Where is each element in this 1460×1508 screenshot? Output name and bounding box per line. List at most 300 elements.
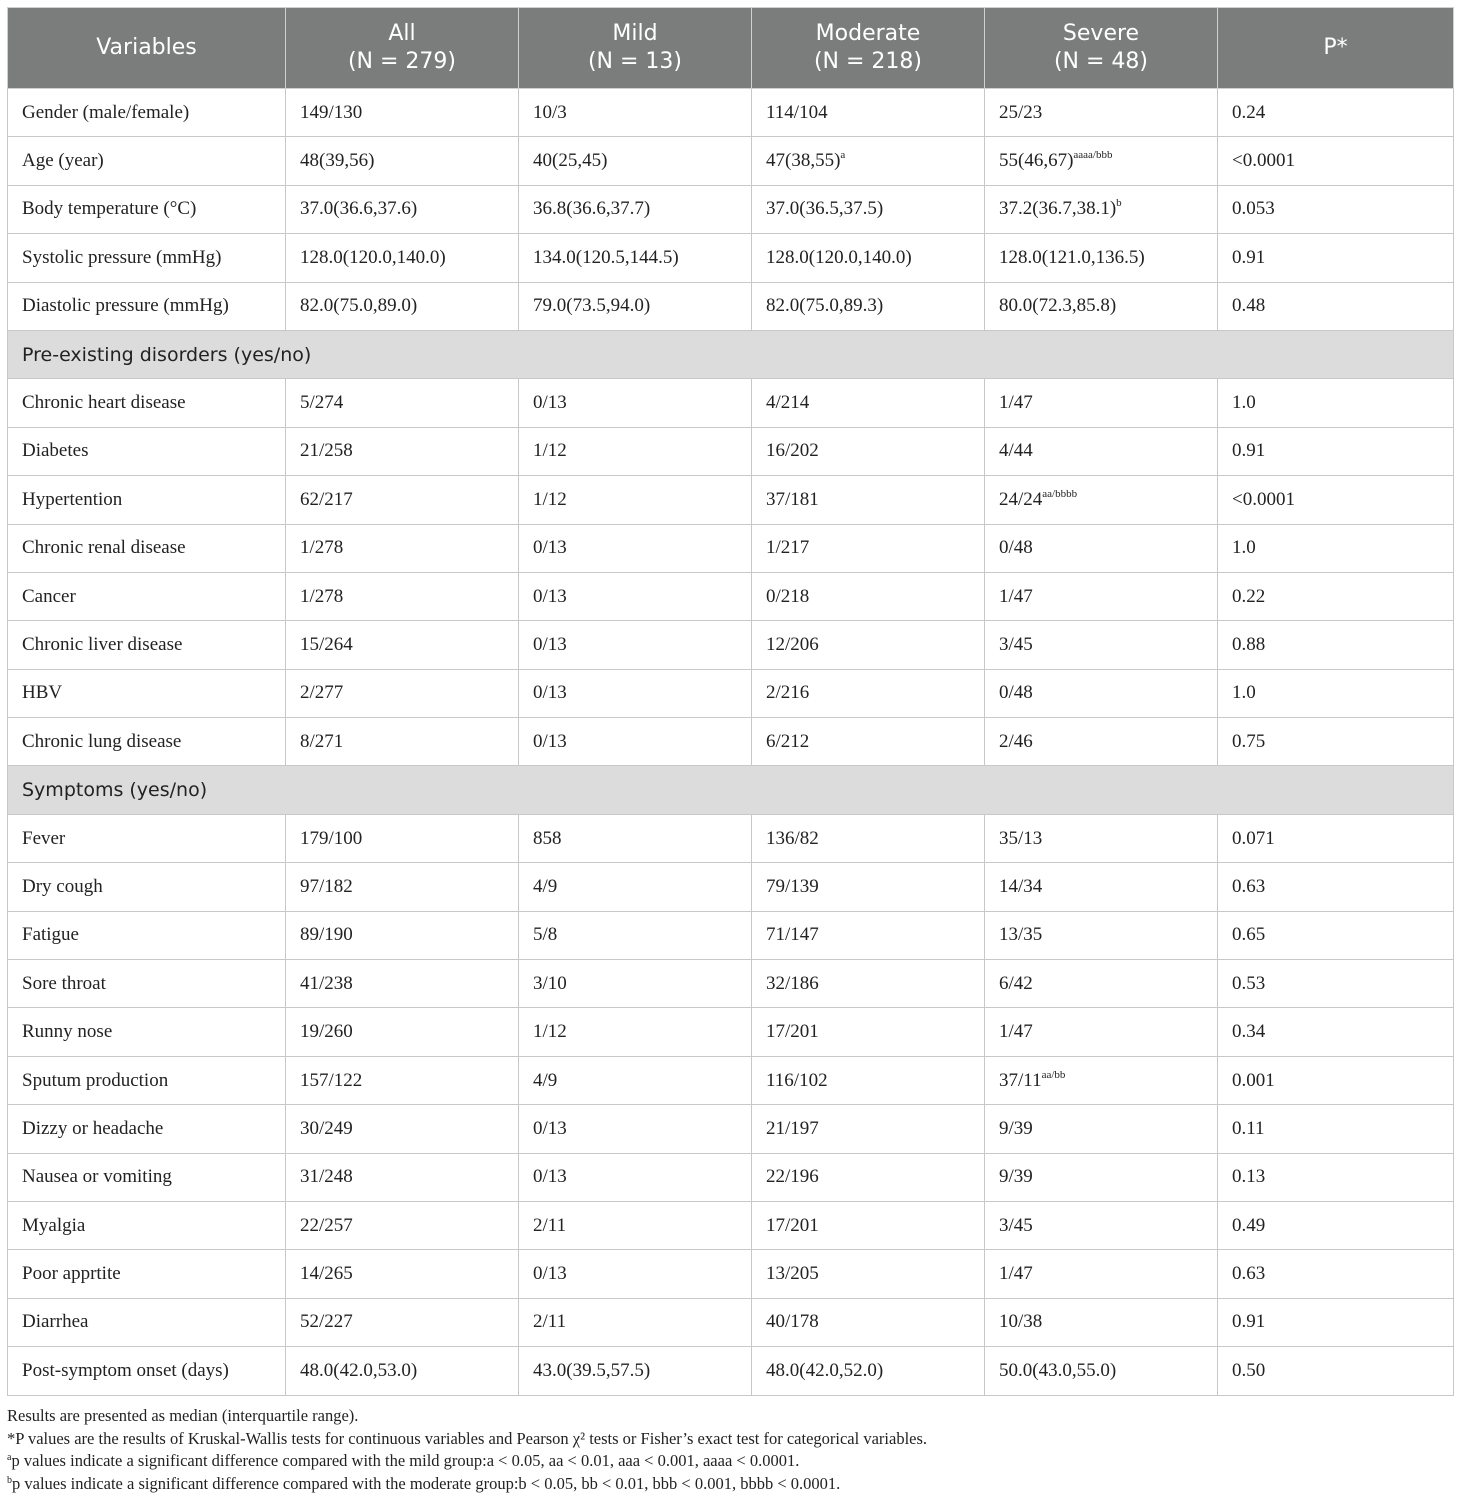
- cell-all: [286, 621, 519, 669]
- table-row: [8, 960, 1454, 1008]
- cell-value: 0.13: [1232, 1166, 1266, 1188]
- cell-variables: [8, 814, 286, 862]
- cell-severe: [985, 89, 1218, 137]
- cell-value: 36.8(36.6,37.7): [533, 198, 651, 220]
- footnote: [7, 1428, 927, 1451]
- cell-value: 31/248: [300, 1166, 353, 1188]
- cell-value: 48(39,56): [300, 150, 375, 172]
- cell-p-value: [1218, 863, 1454, 911]
- cell-value: 0.48: [1232, 295, 1266, 317]
- footnote-text: Results are presented as median (interquartile range).: [7, 1406, 359, 1425]
- cell-severe: [985, 282, 1218, 330]
- cell-value: HBV: [22, 682, 63, 704]
- cell-moderate: [752, 621, 985, 669]
- cell-p-value: [1218, 1347, 1454, 1395]
- cell-p-value: [1218, 1250, 1454, 1298]
- cell-all: [286, 960, 519, 1008]
- cell-all: [286, 185, 519, 233]
- cell-value: 3/45: [999, 633, 1033, 655]
- cell-p-value: [1218, 524, 1454, 572]
- cell-value: Diastolic pressure (mmHg): [22, 295, 229, 317]
- cell-value: 0.91: [1232, 246, 1266, 268]
- table-row: [8, 1105, 1454, 1153]
- clinical-characteristics-table: [7, 7, 1454, 1396]
- table-row: [8, 234, 1454, 282]
- cell-value: 24/24: [999, 488, 1043, 510]
- cell-variables: [8, 621, 286, 669]
- cell-value: 13/205: [766, 1263, 819, 1285]
- cell-value: 1.0: [1232, 392, 1256, 414]
- cell-mild: [519, 89, 752, 137]
- table-row: [8, 524, 1454, 572]
- cell-variables: [8, 185, 286, 233]
- cell-value: 25/23: [999, 101, 1043, 123]
- cell-severe: [985, 1008, 1218, 1056]
- cell-mild: [519, 1250, 752, 1298]
- cell-value: 0/13: [533, 1117, 567, 1139]
- cell-moderate: [752, 572, 985, 620]
- cell-value: 0.91: [1232, 1311, 1266, 1333]
- footnote-text: p values indicate a significant difference compared with the moderate group:b < 0.05, bb < 0.01, bbb < 0.001, bbbb < 0.0001.: [12, 1473, 841, 1493]
- cell-variables: [8, 1347, 286, 1395]
- cell-value: 1/12: [533, 1021, 567, 1043]
- table-row: [8, 1153, 1454, 1201]
- cell-value: 17/201: [766, 1214, 819, 1236]
- cell-all: [286, 1153, 519, 1201]
- cell-value: 5/8: [533, 924, 558, 946]
- cell-mild: [519, 234, 752, 282]
- cell-all: [286, 89, 519, 137]
- column-header-count: (N = 13): [587, 49, 683, 74]
- cell-severe: [985, 1105, 1218, 1153]
- cell-severe: [985, 960, 1218, 1008]
- cell-value: 2/11: [533, 1311, 567, 1333]
- cell-severe: [985, 669, 1218, 717]
- cell-value: 48.0(42.0,53.0): [300, 1359, 418, 1381]
- cell-value: 10/38: [999, 1311, 1043, 1333]
- cell-moderate: [752, 476, 985, 524]
- header-row: [8, 8, 1454, 89]
- cell-severe: [985, 1347, 1218, 1395]
- column-header-p-value: [1218, 8, 1454, 89]
- cell-value: 1/278: [300, 537, 344, 559]
- cell-value: Chronic renal disease: [22, 537, 186, 559]
- cell-variables: [8, 476, 286, 524]
- table-row: [8, 1056, 1454, 1104]
- cell-moderate: [752, 863, 985, 911]
- cell-moderate: [752, 669, 985, 717]
- cell-value: 0.34: [1232, 1021, 1266, 1043]
- cell-value: 1/47: [999, 1263, 1033, 1285]
- cell-value: 1.0: [1232, 537, 1256, 559]
- cell-value: 2/46: [999, 730, 1033, 752]
- cell-value: 0/13: [533, 392, 567, 414]
- cell-p-value: [1218, 234, 1454, 282]
- cell-value: Diabetes: [22, 440, 89, 462]
- cell-mild: [519, 1298, 752, 1346]
- cell-moderate: [752, 379, 985, 427]
- cell-p-value: [1218, 137, 1454, 185]
- cell-severe: [985, 427, 1218, 475]
- cell-moderate: [752, 137, 985, 185]
- cell-value: 10/3: [533, 101, 567, 123]
- cell-value: 32/186: [766, 972, 819, 994]
- cell-variables: [8, 524, 286, 572]
- cell-all: [286, 1201, 519, 1249]
- cell-all: [286, 1105, 519, 1153]
- cell-value: 0/13: [533, 1166, 567, 1188]
- cell-all: [286, 476, 519, 524]
- cell-value: 0.071: [1232, 827, 1275, 849]
- cell-value: 128.0(121.0,136.5): [999, 246, 1145, 268]
- cell-value: Body temperature (°C): [22, 198, 197, 220]
- cell-variables: [8, 1056, 286, 1104]
- cell-severe: [985, 234, 1218, 282]
- cell-value: 19/260: [300, 1021, 353, 1043]
- footnote-marker: b: [7, 1474, 12, 1486]
- cell-value: 21/258: [300, 440, 353, 462]
- cell-value: 37.2(36.7,38.1): [999, 198, 1117, 220]
- cell-value: 1/12: [533, 440, 567, 462]
- cell-variables: [8, 1298, 286, 1346]
- cell-mild: [519, 137, 752, 185]
- cell-severe: [985, 1153, 1218, 1201]
- cell-value: 4/9: [533, 875, 558, 897]
- section-row: [8, 330, 1454, 378]
- cell-value: <0.0001: [1232, 488, 1295, 510]
- footnote: [7, 1473, 927, 1496]
- cell-value: 30/249: [300, 1117, 353, 1139]
- cell-value: 2/11: [533, 1214, 567, 1236]
- cell-value: 71/147: [766, 924, 819, 946]
- cell-variables: [8, 427, 286, 475]
- cell-value: 52/227: [300, 1311, 353, 1333]
- cell-all: [286, 1056, 519, 1104]
- table-row: [8, 1347, 1454, 1395]
- cell-p-value: [1218, 960, 1454, 1008]
- cell-severe: [985, 572, 1218, 620]
- cell-moderate: [752, 911, 985, 959]
- cell-value: Sputum production: [22, 1069, 169, 1091]
- column-header-label: P*: [1323, 35, 1348, 60]
- table-row: [8, 911, 1454, 959]
- cell-value: Nausea or vomiting: [22, 1166, 172, 1188]
- cell-severe: [985, 524, 1218, 572]
- cell-value: 0.88: [1232, 633, 1266, 655]
- table-row: [8, 1298, 1454, 1346]
- cell-severe: [985, 1201, 1218, 1249]
- cell-value: 0.50: [1232, 1359, 1266, 1381]
- cell-value: Diarrhea: [22, 1311, 89, 1333]
- table-row: [8, 669, 1454, 717]
- cell-value: 0.65: [1232, 924, 1266, 946]
- cell-severe: [985, 137, 1218, 185]
- cell-mild: [519, 1056, 752, 1104]
- significance-marker: a: [840, 149, 846, 162]
- cell-p-value: [1218, 379, 1454, 427]
- cell-variables: [8, 911, 286, 959]
- cell-variables: [8, 1201, 286, 1249]
- cell-value: 47(38,55): [766, 150, 841, 172]
- cell-all: [286, 524, 519, 572]
- cell-value: 128.0(120.0,140.0): [300, 246, 446, 268]
- cell-value: Runny nose: [22, 1021, 113, 1043]
- cell-all: [286, 1298, 519, 1346]
- cell-value: Chronic lung disease: [22, 730, 182, 752]
- cell-moderate: [752, 1298, 985, 1346]
- cell-value: 114/104: [766, 101, 828, 123]
- footnote-text: p values indicate a significant difference compared with the mild group:a < 0.05, aa < 0.01, aaa < 0.001, aaaa < 0.0001.: [11, 1451, 800, 1471]
- cell-p-value: [1218, 718, 1454, 766]
- cell-value: 3/10: [533, 972, 567, 994]
- cell-severe: [985, 621, 1218, 669]
- table-row: [8, 863, 1454, 911]
- cell-all: [286, 282, 519, 330]
- cell-value: 9/39: [999, 1166, 1033, 1188]
- cell-p-value: [1218, 185, 1454, 233]
- cell-value: 14/265: [300, 1263, 353, 1285]
- cell-value: 5/274: [300, 392, 344, 414]
- cell-value: 0.75: [1232, 730, 1266, 752]
- cell-moderate: [752, 1105, 985, 1153]
- table-row: [8, 1201, 1454, 1249]
- cell-value: 0.22: [1232, 585, 1266, 607]
- cell-value: 157/122: [300, 1069, 363, 1091]
- column-header-severe: [985, 8, 1218, 89]
- cell-value: 116/102: [766, 1069, 828, 1091]
- cell-all: [286, 814, 519, 862]
- cell-value: Cancer: [22, 585, 76, 607]
- column-header-label: Moderate: [815, 21, 921, 46]
- cell-value: 82.0(75.0,89.3): [766, 295, 884, 317]
- table-footnotes: [7, 1405, 927, 1495]
- cell-value: 16/202: [766, 440, 819, 462]
- cell-value: Fatigue: [22, 924, 79, 946]
- cell-moderate: [752, 282, 985, 330]
- cell-severe: [985, 379, 1218, 427]
- cell-value: 0.11: [1232, 1117, 1265, 1139]
- cell-mild: [519, 1201, 752, 1249]
- cell-p-value: [1218, 1201, 1454, 1249]
- cell-value: 13/35: [999, 924, 1043, 946]
- cell-variables: [8, 234, 286, 282]
- column-header-label: All: [388, 21, 416, 46]
- cell-p-value: [1218, 476, 1454, 524]
- cell-value: 1/47: [999, 1021, 1033, 1043]
- cell-value: 80.0(72.3,85.8): [999, 295, 1117, 317]
- cell-all: [286, 863, 519, 911]
- column-header-count: (N = 279): [347, 49, 457, 74]
- cell-value: 50.0(43.0,55.0): [999, 1359, 1117, 1381]
- cell-mild: [519, 911, 752, 959]
- cell-severe: [985, 911, 1218, 959]
- column-header-label: Variables: [96, 35, 197, 60]
- cell-variables: [8, 863, 286, 911]
- cell-variables: [8, 572, 286, 620]
- cell-value: 43.0(39.5,57.5): [533, 1359, 651, 1381]
- cell-value: 37.0(36.6,37.6): [300, 198, 418, 220]
- table-row: [8, 185, 1454, 233]
- column-header-count: (N = 48): [1053, 49, 1149, 74]
- cell-value: 1/47: [999, 585, 1033, 607]
- cell-value: 858: [533, 827, 562, 849]
- table-row: [8, 814, 1454, 862]
- cell-mild: [519, 185, 752, 233]
- section-heading: Symptoms (yes/no): [8, 766, 1454, 814]
- column-header-variables: [8, 8, 286, 89]
- cell-value: 12/206: [766, 633, 819, 655]
- cell-value: 37/11: [999, 1069, 1042, 1091]
- cell-moderate: [752, 1250, 985, 1298]
- cell-all: [286, 669, 519, 717]
- cell-value: 22/257: [300, 1214, 353, 1236]
- cell-severe: [985, 814, 1218, 862]
- cell-value: Systolic pressure (mmHg): [22, 246, 222, 268]
- cell-value: Fever: [22, 827, 66, 849]
- cell-p-value: [1218, 621, 1454, 669]
- cell-moderate: [752, 185, 985, 233]
- cell-value: 149/130: [300, 101, 363, 123]
- cell-value: 1/47: [999, 392, 1033, 414]
- cell-p-value: [1218, 814, 1454, 862]
- cell-value: 0.49: [1232, 1214, 1266, 1236]
- cell-value: 0/13: [533, 633, 567, 655]
- cell-value: 21/197: [766, 1117, 819, 1139]
- cell-all: [286, 234, 519, 282]
- cell-value: Chronic heart disease: [22, 392, 186, 414]
- cell-p-value: [1218, 911, 1454, 959]
- cell-value: 0/13: [533, 537, 567, 559]
- cell-value: 0/218: [766, 585, 810, 607]
- cell-severe: [985, 476, 1218, 524]
- cell-moderate: [752, 234, 985, 282]
- cell-mild: [519, 476, 752, 524]
- column-header-all: [286, 8, 519, 89]
- cell-value: 37.0(36.5,37.5): [766, 198, 884, 220]
- cell-value: 6/42: [999, 972, 1033, 994]
- cell-value: 0.91: [1232, 440, 1266, 462]
- cell-value: 2/277: [300, 682, 344, 704]
- cell-p-value: [1218, 1153, 1454, 1201]
- footnote-marker: a: [7, 1452, 12, 1464]
- cell-all: [286, 718, 519, 766]
- cell-variables: [8, 379, 286, 427]
- cell-value: 82.0(75.0,89.0): [300, 295, 418, 317]
- cell-value: <0.0001: [1232, 150, 1295, 172]
- cell-variables: [8, 669, 286, 717]
- cell-value: 4/44: [999, 440, 1033, 462]
- table-row: [8, 572, 1454, 620]
- cell-mild: [519, 1153, 752, 1201]
- cell-all: [286, 911, 519, 959]
- cell-all: [286, 1347, 519, 1395]
- cell-value: 1/12: [533, 488, 567, 510]
- cell-value: 0/13: [533, 682, 567, 704]
- cell-mild: [519, 1347, 752, 1395]
- cell-p-value: [1218, 89, 1454, 137]
- cell-moderate: [752, 89, 985, 137]
- cell-value: 128.0(120.0,140.0): [766, 246, 912, 268]
- cell-moderate: [752, 1153, 985, 1201]
- cell-value: Dry cough: [22, 875, 103, 897]
- significance-marker: aa/bb: [1041, 1068, 1066, 1081]
- cell-value: 0/48: [999, 537, 1033, 559]
- cell-p-value: [1218, 669, 1454, 717]
- column-header-count: (N = 218): [813, 49, 923, 74]
- cell-value: 3/45: [999, 1214, 1033, 1236]
- cell-value: 179/100: [300, 827, 363, 849]
- cell-mild: [519, 814, 752, 862]
- cell-value: 9/39: [999, 1117, 1033, 1139]
- cell-moderate: [752, 1056, 985, 1104]
- cell-all: [286, 1008, 519, 1056]
- cell-value: 97/182: [300, 875, 353, 897]
- cell-p-value: [1218, 1105, 1454, 1153]
- cell-variables: [8, 1153, 286, 1201]
- cell-value: 55(46,67): [999, 150, 1074, 172]
- table-row: [8, 718, 1454, 766]
- cell-mild: [519, 1008, 752, 1056]
- cell-variables: [8, 1105, 286, 1153]
- cell-variables: [8, 1008, 286, 1056]
- cell-value: 22/196: [766, 1166, 819, 1188]
- cell-value: 136/82: [766, 827, 819, 849]
- cell-moderate: [752, 814, 985, 862]
- section-row: [8, 766, 1454, 814]
- cell-value: 134.0(120.5,144.5): [533, 246, 679, 268]
- cell-value: 79/139: [766, 875, 819, 897]
- cell-moderate: [752, 1347, 985, 1395]
- cell-value: 14/34: [999, 875, 1043, 897]
- table-row: [8, 621, 1454, 669]
- cell-value: 40(25,45): [533, 150, 608, 172]
- table-row: [8, 379, 1454, 427]
- table-row: [8, 427, 1454, 475]
- cell-value: Myalgia: [22, 1214, 86, 1236]
- cell-moderate: [752, 960, 985, 1008]
- cell-value: Chronic liver disease: [22, 633, 183, 655]
- cell-value: 0/13: [533, 585, 567, 607]
- cell-mild: [519, 621, 752, 669]
- cell-value: 2/216: [766, 682, 810, 704]
- cell-p-value: [1218, 1298, 1454, 1346]
- cell-all: [286, 379, 519, 427]
- cell-p-value: [1218, 1056, 1454, 1104]
- column-header-moderate: [752, 8, 985, 89]
- table-row: [8, 89, 1454, 137]
- significance-marker: b: [1116, 197, 1122, 210]
- cell-mild: [519, 572, 752, 620]
- cell-value: Hypertention: [22, 488, 123, 510]
- cell-all: [286, 572, 519, 620]
- cell-severe: [985, 185, 1218, 233]
- cell-value: 4/214: [766, 392, 810, 414]
- cell-value: 0/13: [533, 1263, 567, 1285]
- cell-value: Dizzy or headache: [22, 1117, 164, 1139]
- cell-value: 0/48: [999, 682, 1033, 704]
- cell-severe: [985, 1298, 1218, 1346]
- cell-value: 4/9: [533, 1069, 558, 1091]
- cell-value: 0/13: [533, 730, 567, 752]
- cell-all: [286, 427, 519, 475]
- column-header-label: Severe: [1062, 21, 1140, 46]
- cell-value: 6/212: [766, 730, 810, 752]
- cell-value: Post-symptom onset (days): [22, 1359, 229, 1381]
- cell-mild: [519, 960, 752, 1008]
- cell-mild: [519, 282, 752, 330]
- cell-mild: [519, 524, 752, 572]
- cell-mild: [519, 718, 752, 766]
